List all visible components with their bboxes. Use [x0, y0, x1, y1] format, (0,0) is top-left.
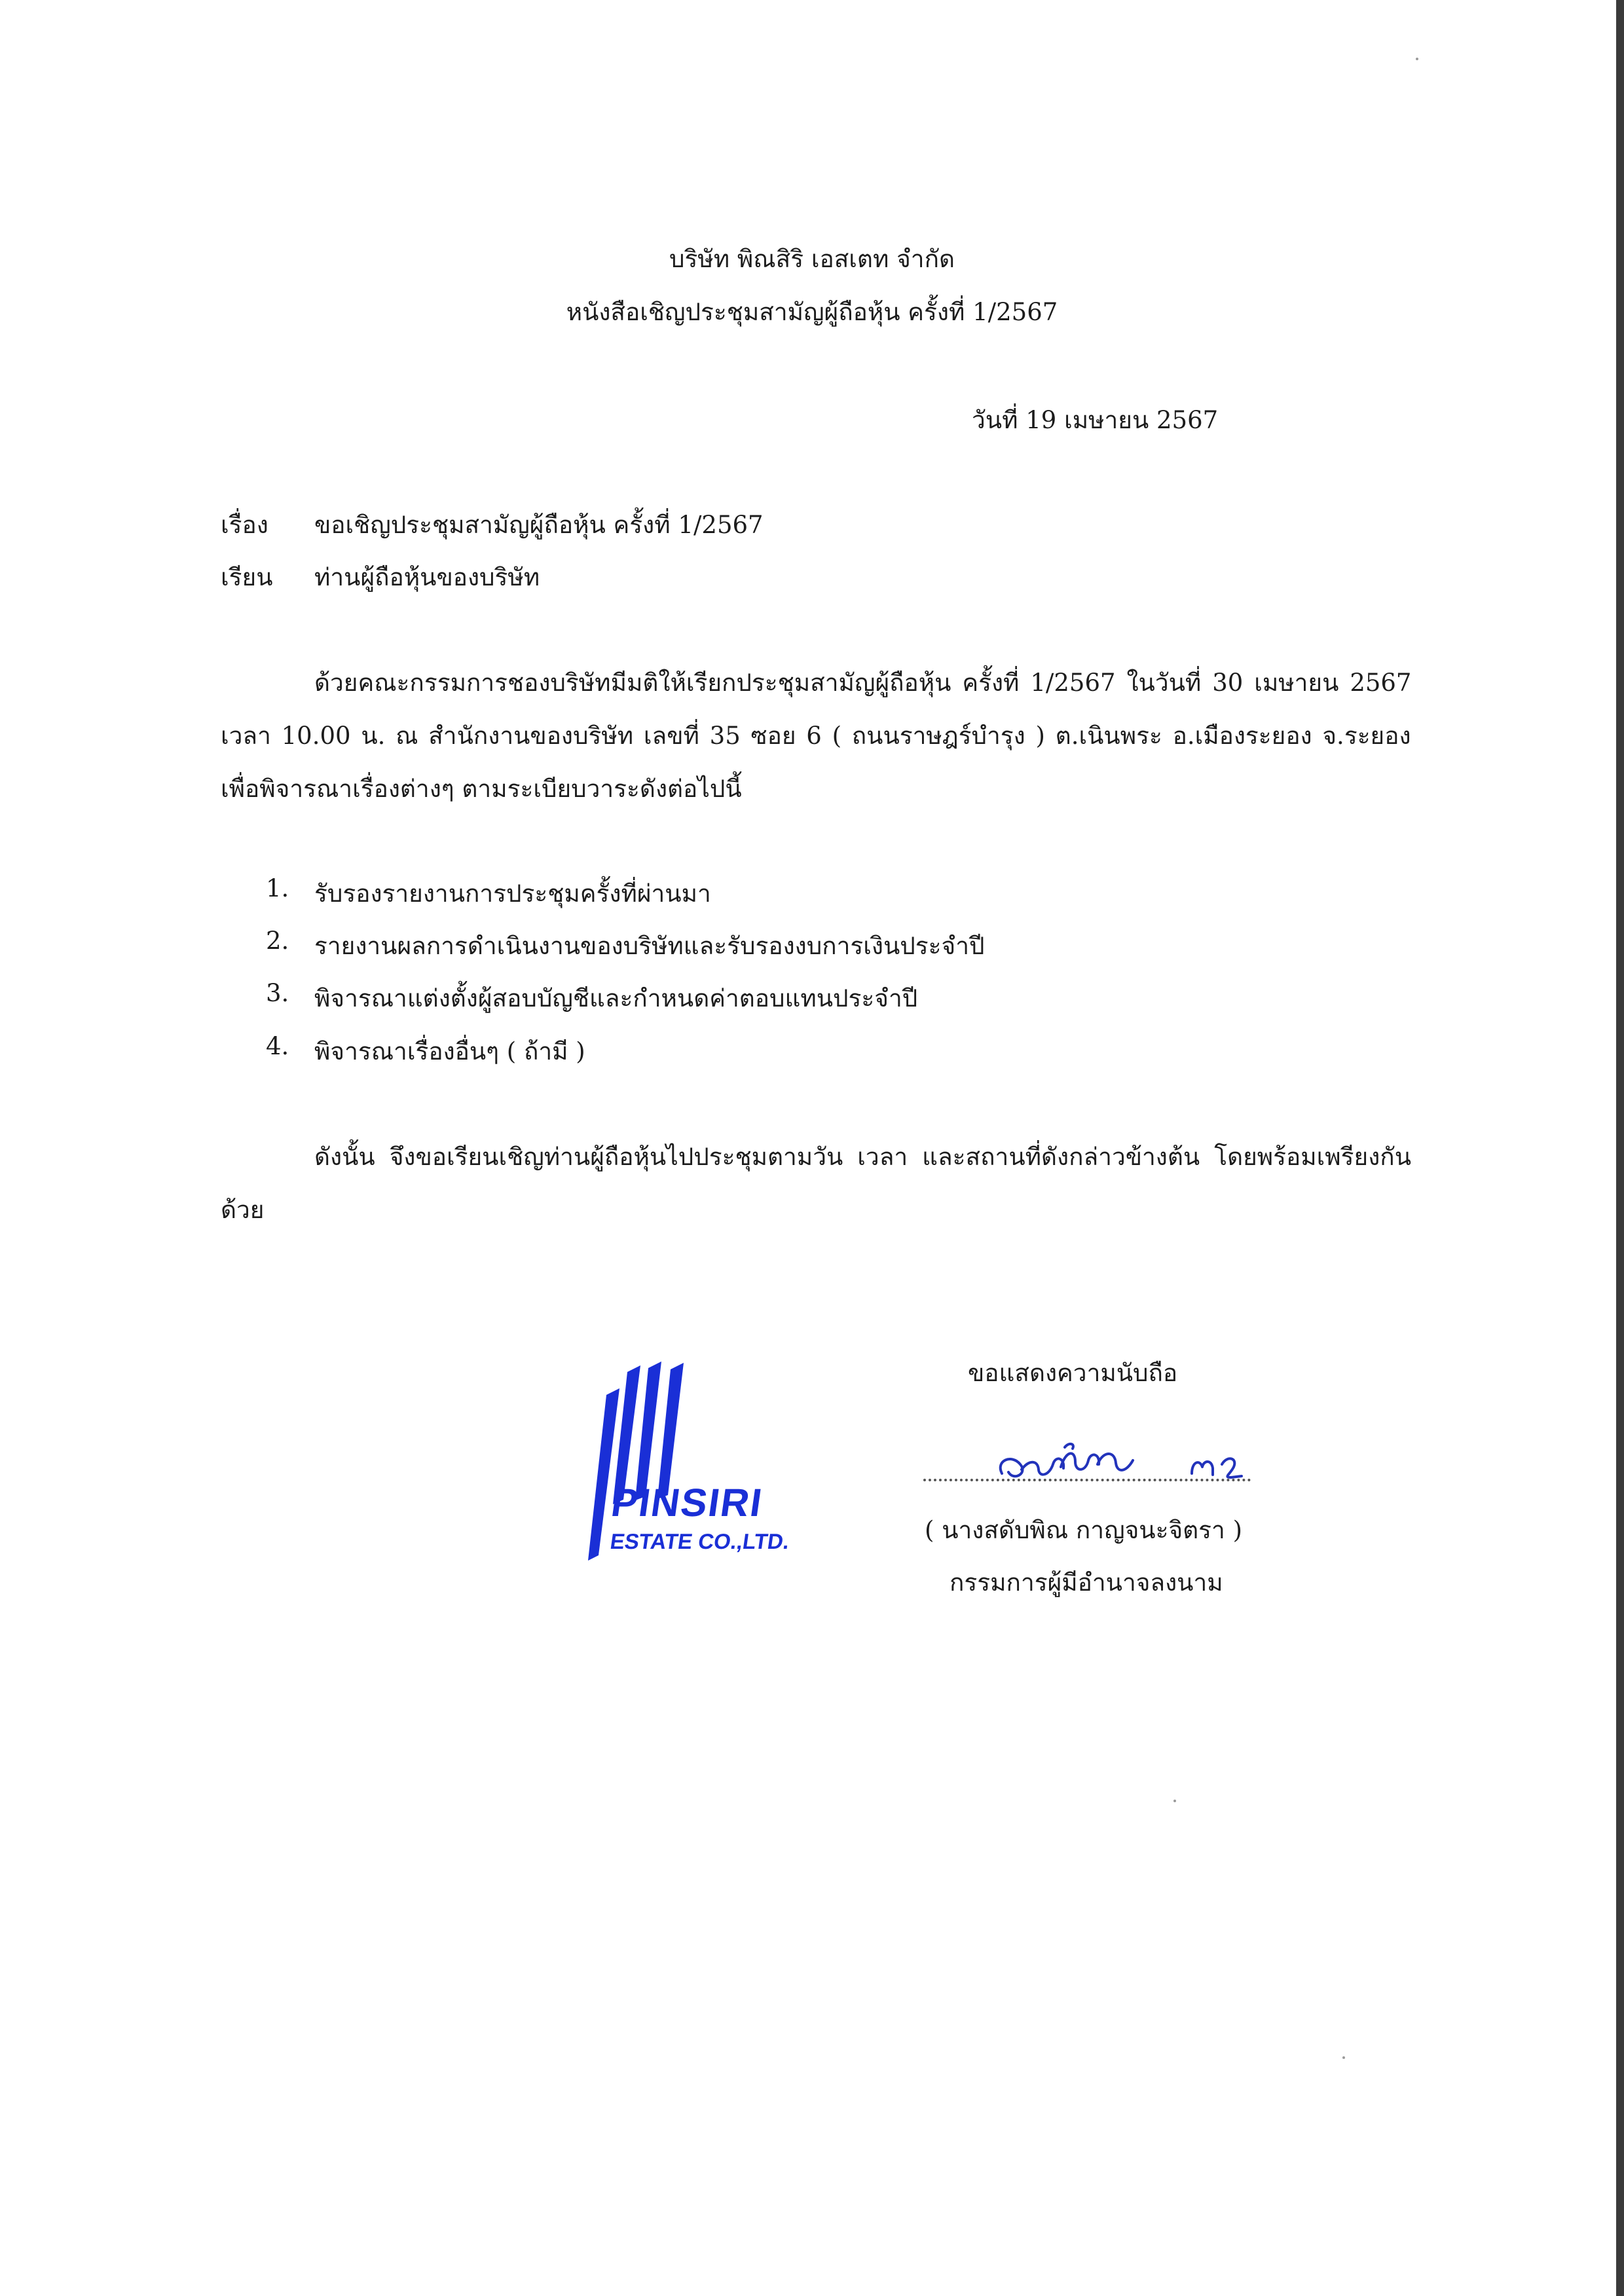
- company-name: บริษัท พิณสิริ เอสเตท จำกัด: [669, 245, 955, 273]
- page-edge: [1616, 0, 1624, 2296]
- closing-line-1: ดังนั้น จึงขอเรียนเชิญท่านผู้ถือหุ้นไปประชุมตามวัน เวลา และสถานที่ดังกล่าวข้างต้น โดยพร้อมเพรียงกัน: [314, 1143, 1411, 1171]
- agenda-number: 3.: [266, 979, 289, 1007]
- to-text: ท่านผู้ถือหุ้นของบริษัท: [314, 563, 540, 591]
- company-stamp: [587, 1359, 803, 1568]
- body-line-1: ด้วยคณะกรรมการชองบริษัทมีมติให้เรียกประชุมสามัญผู้ถือหุ้น ครั้งที่ 1/2567 ในวันที่ 30 เมษายน 2567: [314, 669, 1412, 697]
- signatory-name: ( นางสดับพิณ กาญจนะจิตรา ): [925, 1516, 1243, 1544]
- agenda-number: 4.: [266, 1032, 289, 1060]
- body-line-2: เวลา 10.00 น. ณ สำนักงานของบริษัท เลขที่ 35 ซอย 6 ( ถนนราษฎร์บำรุง ) ต.เนินพระ อ.เมืองระยอง จ.ระยอง: [221, 722, 1411, 750]
- to-label: เรียน: [221, 563, 273, 591]
- subject-text: ขอเชิญประชุมสามัญผู้ถือหุ้น ครั้งที่ 1/2567: [314, 511, 764, 539]
- stamp-sub-text: ESTATE CO.,LTD.: [608, 1529, 791, 1553]
- salutation: ขอแสดงความนับถือ: [968, 1359, 1178, 1387]
- scan-speck: [1416, 58, 1418, 60]
- agenda-text: รับรองรายงานการประชุมครั้งที่ผ่านมา: [314, 880, 711, 908]
- document-date: วันที่ 19 เมษายน 2567: [972, 406, 1219, 434]
- stamp-brand-text: PINSIRI: [608, 1481, 766, 1525]
- body-line-3: เพื่อพิจารณาเรื่องต่างๆ ตามระเบียบวาระดังต่อไปนี้: [221, 775, 742, 803]
- agenda-text: พิจารณาแต่งตั้งผู้สอบบัญชีและกำหนดค่าตอบแทนประจำปี: [314, 984, 918, 1012]
- signature-dotted-line: [923, 1479, 1251, 1481]
- scan-speck: [1342, 2056, 1345, 2059]
- subject-label: เรื่อง: [221, 511, 268, 539]
- agenda-text: พิจารณาเรื่องอื่นๆ ( ถ้ามี ): [314, 1037, 585, 1065]
- closing-line-2: ด้วย: [221, 1196, 265, 1224]
- agenda-text: รายงานผลการดำเนินงานของบริษัทและรับรองงบการเงินประจำปี: [314, 932, 985, 960]
- document-title: หนังสือเชิญประชุมสามัญผู้ถือหุ้น ครั้งที่ 1/2567: [566, 298, 1058, 326]
- agenda-number: 2.: [266, 927, 289, 955]
- signatory-position: กรรมการผู้มีอำนาจลงนาม: [950, 1568, 1223, 1597]
- agenda-number: 1.: [266, 874, 289, 902]
- scan-speck: [1173, 1800, 1176, 1802]
- handwritten-signature: [904, 1421, 1270, 1500]
